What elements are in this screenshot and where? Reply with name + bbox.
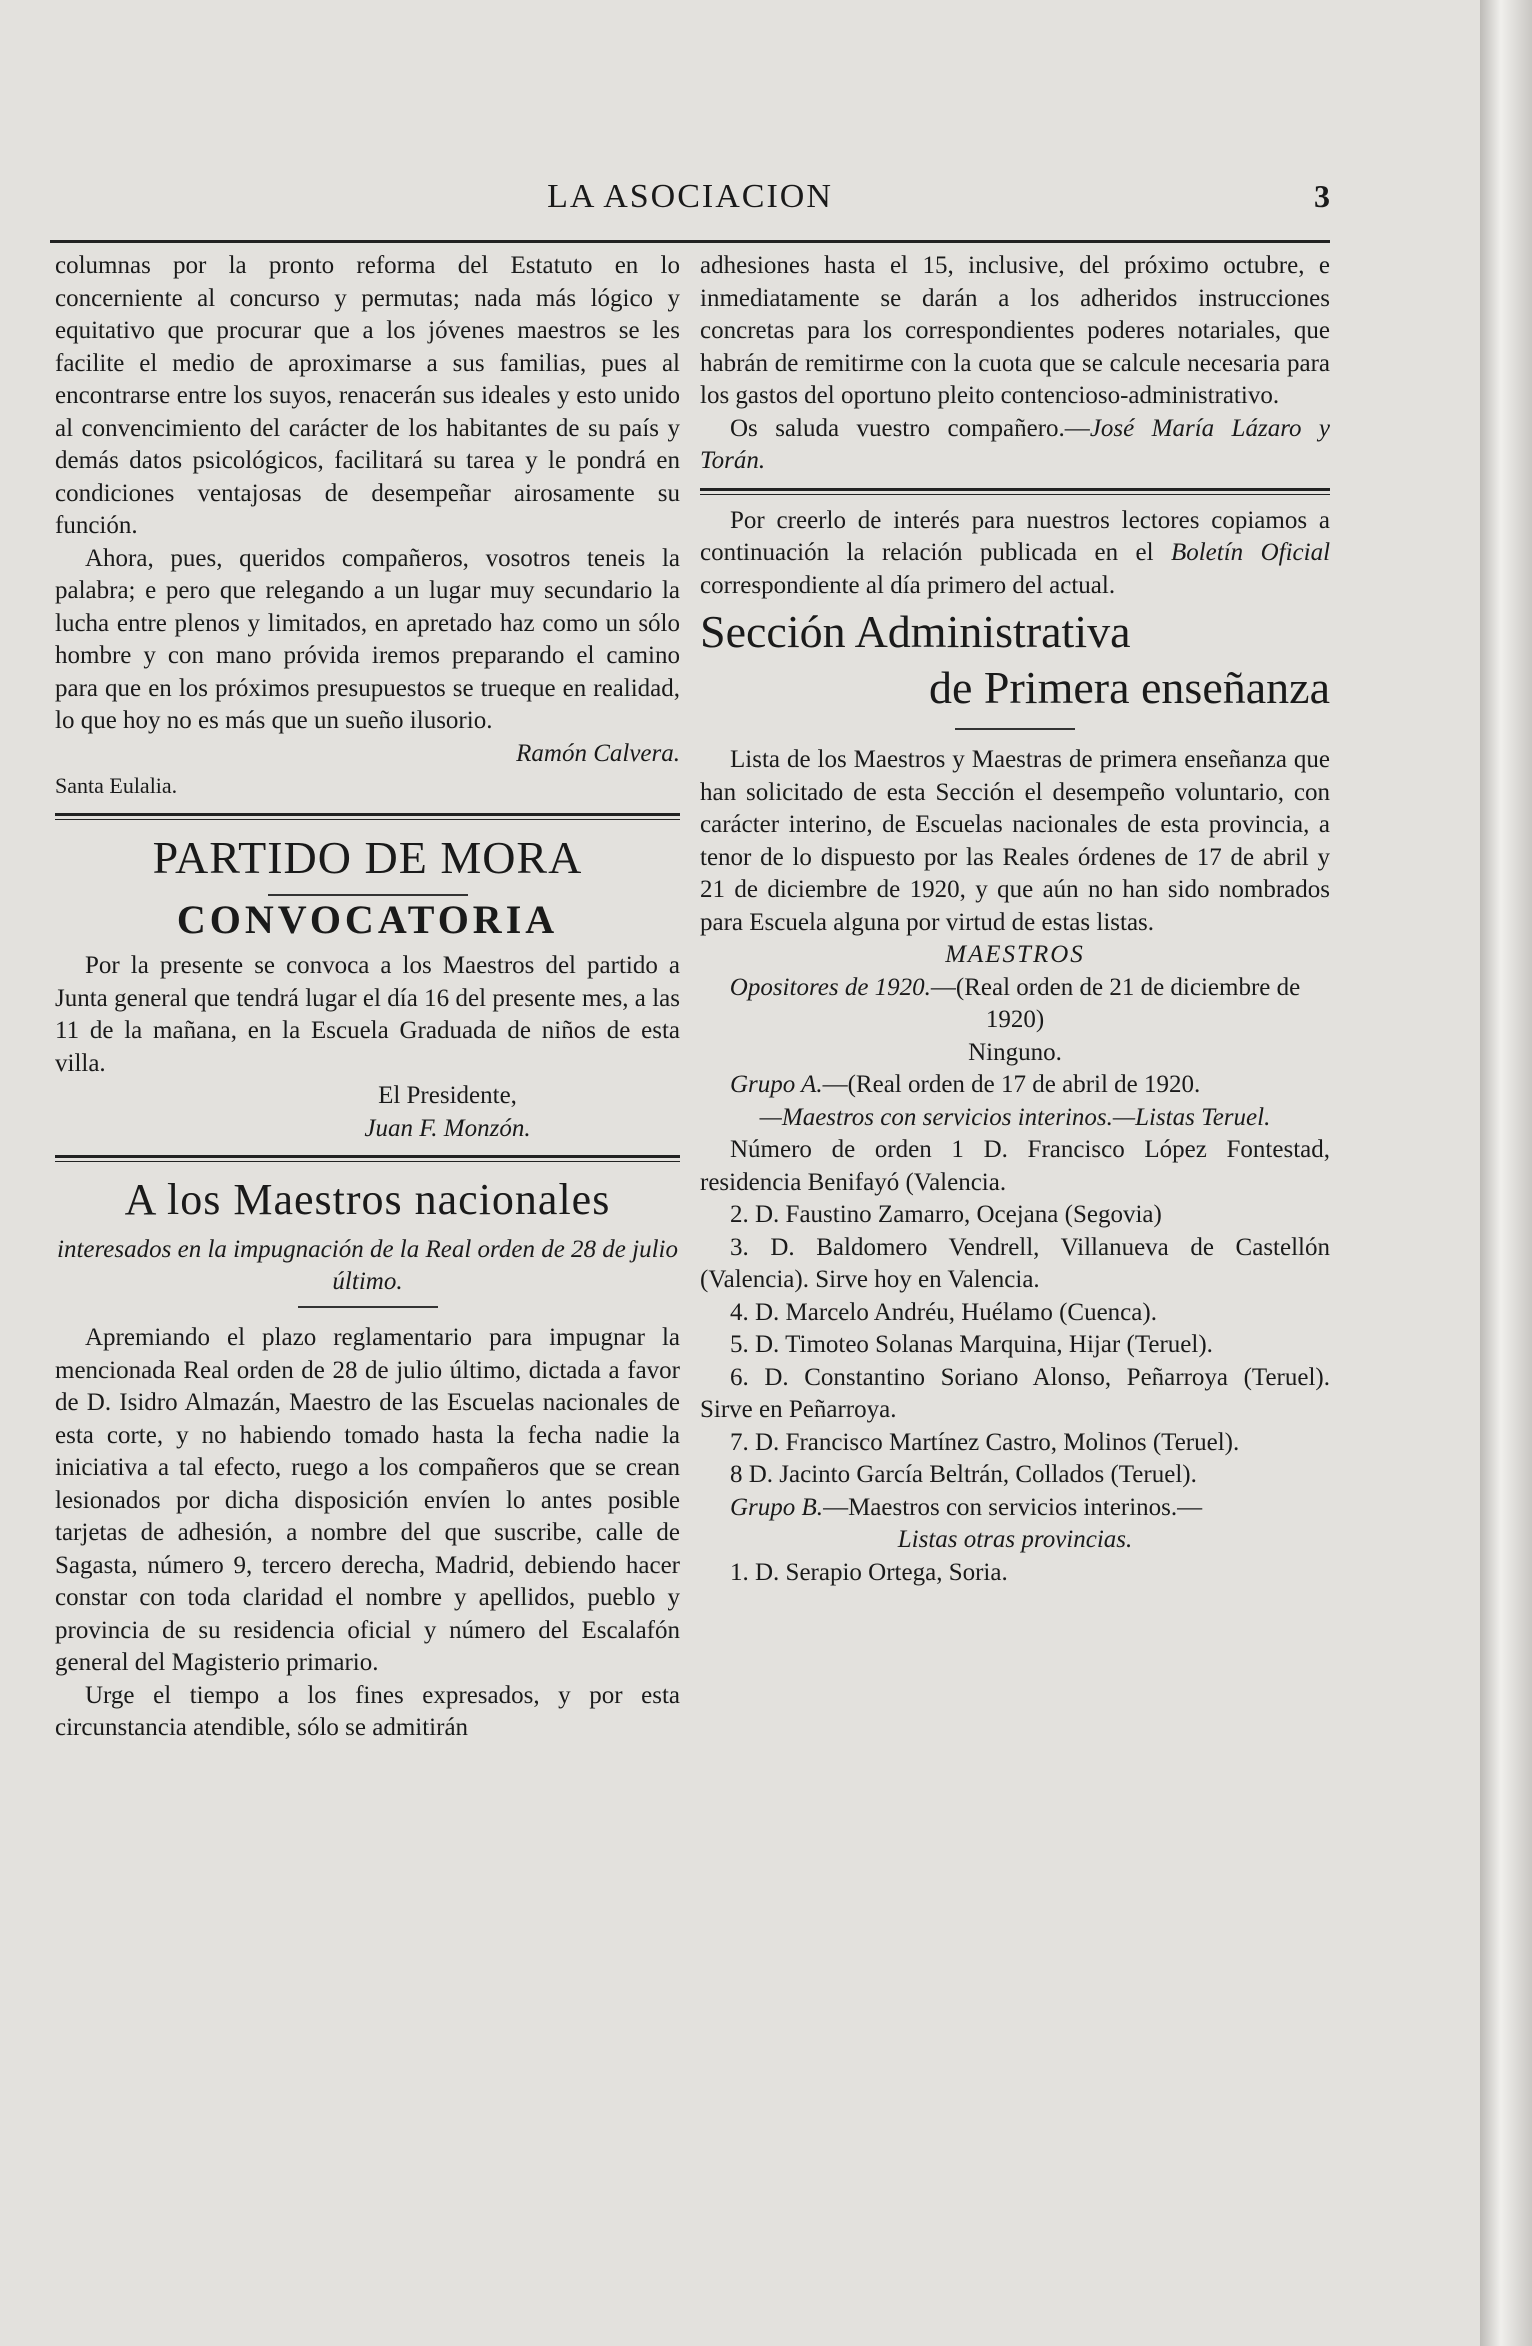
maestros-subheadline: interesados en la impugnación de la Real orden de 28 de julio último. [57,1236,678,1295]
seccion-headline-line1: Sección Administrativa [700,606,1131,657]
article-paragraph: Ahora, pues, queridos compañeros, vosotros teneis la palabra; e pero que relegando a un lugar muy secundario la lucha entre plenos y limitados, en apretado haz como un sólo hombre y con mano próvida iremos preparando el camino para que en los próximos presupuestos se trueque en realidad, lo que hoy no es más que un sueño ilusorio. [55,544,680,734]
grupo-a-label: Grupo A. [730,1071,823,1098]
partido-headline: PARTIDO DE MORA [152,831,583,883]
maestros-label: MAESTROS [945,941,1085,968]
president-label: El Presidente, [378,1082,517,1109]
section-rule [700,488,1330,495]
grupo-b-label: Grupo B. [730,1493,824,1521]
short-rule [298,1306,438,1308]
list-item: 7. D. Francisco Martínez Castro, Molinos (Teruel). [730,1428,1240,1456]
list-item: 1. D. Serapio Ortega, Soria. [730,1558,1008,1586]
list-item: 2. D. Faustino Zamarro, Ocejana (Segovia) [730,1201,1162,1228]
article-continuation: adhesiones hasta el 15, inclusive, del próximo octubre, e inmediatamente se darán a los adheridos instrucciones concretas para los correspondientes poderes notariales, que habrán de remitirme con la cuota que se calcule necesaria para los gastos del oportuno pleito contencioso-administrativo. [700,252,1330,409]
maestros-headline: A los Maestros nacionales [124,1175,611,1224]
page-header [50,178,1330,218]
list-item: Número de orden 1 D. Francisco López Fontestad, residencia Benifayó (Valencia. [700,1136,1330,1196]
list-item: 4. D. Marcelo Andréu, Huélamo (Cuenca). [730,1298,1157,1326]
place-line: Santa Eulalia. [55,773,178,798]
list-item: 8 D. Jacinto García Beltrán, Collados (Teruel). [730,1461,1197,1488]
page-edge [1480,0,1532,2346]
salutation-line [700,413,1330,478]
convocatoria-headline: CONVOCATORIA [176,896,559,942]
opositores-line [700,972,1330,1037]
lista-paragraph: Lista de los Maestros y Maestras de primera enseñanza que han solicitado de esta Sección el desempeño voluntario, con carácter interino, de Escuelas nacionales de esta provincia, a tenor de lo dispuesto por las Reales órdenes de 17 de abril y 21 de diciembre de 1920, y que aún no han sido nombrados para Escuela alguna por virtud de estas listas. [700,746,1330,936]
grupo-a-text: —(Real orden de 17 de abril de 1920. [822,1071,1201,1098]
signature: José María Lázaro y Torán. [700,414,1331,474]
right-column [700,250,1330,1589]
list-item: 3. D. Baldomero Vendrell, Villanueva de Castellón (Valencia). Sirve hoy en Valencia. [700,1233,1330,1293]
article-paragraph: Urge el tiempo a los fines expresados, y por esta circunstancia atendible, sólo se admitirán [55,1681,680,1741]
intro-text: Por creerlo de interés para nuestros lectores copiamos a continuación la relación publicada en el [700,506,1330,566]
intro-text-end: correspondiente al día primero del actual. [700,571,1116,599]
header-rule [50,240,1330,243]
short-rule [955,728,1075,730]
seccion-headline-line2: de Primera enseñanza [928,662,1330,713]
opositores-text: —(Real orden de 21 de diciembre de 1920) [930,973,1301,1033]
section-rule [55,813,680,820]
grupo-b-text: —Maestros con servicios interinos.— [823,1493,1203,1521]
boletin-name: Boletín Oficial [1170,539,1331,566]
ninguno-line: Ninguno. [968,1038,1062,1066]
president-name: Juan F. Monzón. [364,1114,531,1142]
section-rule [55,1155,680,1162]
article-paragraph: Apremiando el plazo reglamentario para impugnar la mencionada Real orden de 28 de julio último, dictada a favor de D. Isidro Almazán, Maestro de las Escuelas nacionales de esta corte, y no habiendo tomado hasta la fecha nadie la iniciativa a tal efecto, ruego a los compañeros que se crean lesionados por dicha disposición envíen lo antes posible tarjetas de adhesión, a nombre del que suscribe, calle de Sagasta, número 9, tercero derecha, Madrid, debiendo hacer constar con toda claridad el nombre y apellidos, pueblo y provincia de su residencia oficial y número del Escalafón general del Magisterio primario. [55,1324,680,1676]
list-item: 5. D. Timoteo Solanas Marquina, Hijar (Teruel). [730,1331,1213,1358]
grupo-b-sub: Listas otras provincias. [897,1526,1133,1553]
opositores-label: Opositores de 1920. [729,973,931,1001]
article-continuation: columnas por la pronto reforma del Estatuto en lo concerniente al concurso y permutas; nada más lógico y equitativo que procurar que a los jóvenes maestros se les facilite el medio de aproximarse a sus familias, pues al encontrarse entre los suyos, renacerán sus ideales y esto unido al convencimiento del carácter de los habitantes de su país y demás datos psicológicos, facilitará su tarea y le pondrá en condiciones ventajosas de desempeñar airosamente su función. [55,252,680,539]
newspaper-title: LA ASOCIACION [547,178,833,215]
salutation-text: Os saluda vuestro compañero.— [730,414,1090,442]
left-column [55,250,680,1745]
short-rule [268,894,468,896]
grupo-b-line [700,1492,1330,1525]
page-number: 3 [1314,178,1330,214]
intro-paragraph [700,505,1330,603]
list-item: 6. D. Constantino Soriano Alonso, Peñarroya (Teruel). Sirve en Peñarroya. [700,1363,1330,1423]
grupo-a-line [700,1069,1330,1102]
grupo-a-sub: —Maestros con servicios interinos.—Listas Teruel. [759,1103,1271,1131]
signature: Ramón Calvera. [516,739,680,767]
convocatoria-text: Por la presente se convoca a los Maestros del partido a Junta general que tendrá lugar el día 16 del presente mes, a las 11 de la mañana, en la Escuela Graduada de niños de esta villa. [55,952,680,1077]
